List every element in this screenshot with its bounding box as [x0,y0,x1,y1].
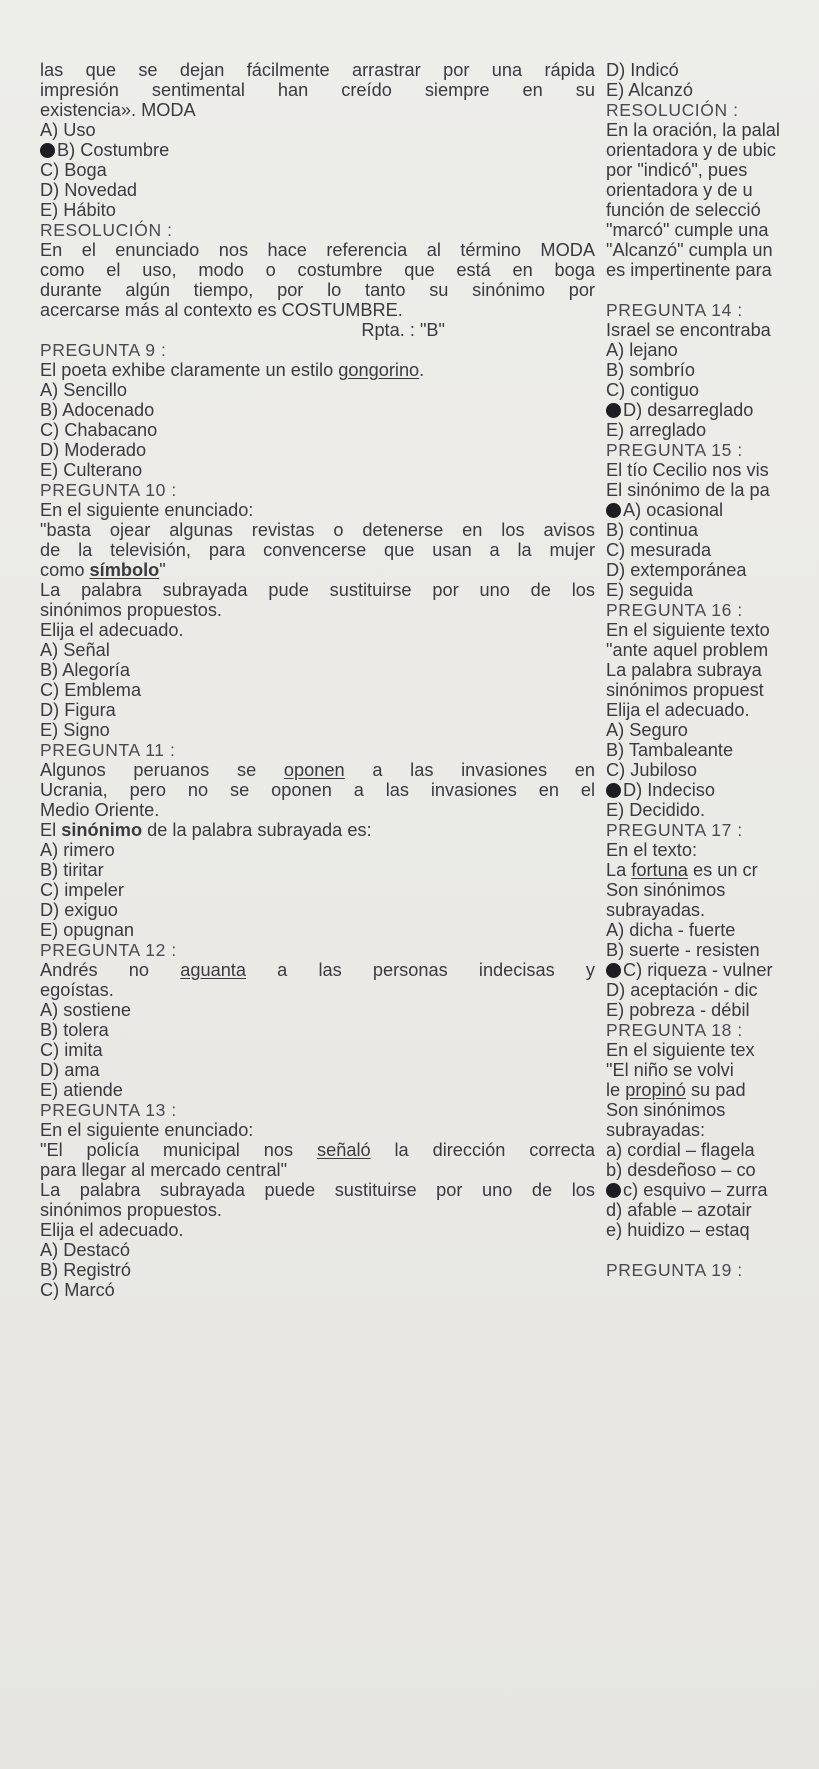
line-text: sinónimos propuestos. [40,600,222,620]
line-text: A) lejano [606,340,678,360]
line-text: E) Decidido. [606,800,706,820]
text-line [40,800,595,820]
line-text: PREGUNTA 9 : [40,340,167,360]
line-text: "basta ojear algunas revistas o detenerse en los avisos [40,520,595,540]
line-text: por "indicó", pues [606,160,748,180]
line-text: D) exiguo [40,900,118,920]
answer-option [606,1160,819,1180]
line-text: B) tiritar [40,860,104,880]
text-line [40,100,595,120]
page-bottom-margin [0,1605,819,1769]
answer-option [40,660,595,680]
line-text: PREGUNTA 10 : [40,480,177,500]
answer-rpta [40,320,595,340]
text-line [606,860,819,880]
line-text: C) Marcó [40,1280,115,1300]
answer-option [606,420,819,440]
line-text: A) dicha - fuerte [606,920,736,940]
answer-option [40,1240,595,1260]
text-line [40,60,595,80]
text-line [40,1160,595,1180]
text-line [40,560,595,580]
line-text: C) mesurada [606,540,712,560]
line-text: En el siguiente tex [606,1040,755,1060]
text-segment: de la palabra subrayada es: [142,820,372,840]
text-line [40,1140,595,1160]
text-line [40,80,595,100]
text-line [606,640,819,660]
line-text: B) sombrío [606,360,695,380]
line-text: El sinónimo de la pa [606,480,770,500]
answer-option [40,120,595,140]
line-text: A) Seguro [606,720,688,740]
text-line [606,220,819,240]
question-heading [40,340,595,360]
line-text: e) huidizo – estaq [606,1220,750,1240]
question-heading [40,740,595,760]
text-line [606,1120,819,1140]
question-heading [606,600,819,620]
question-heading [40,480,595,500]
line-text: D) Indeciso [623,780,715,800]
text-line [40,960,595,980]
line-text: A) sostiene [40,1000,131,1020]
line-text: Medio Oriente. [40,800,160,820]
line-text: Elija el adecuado. [606,700,750,720]
line-text: PREGUNTA 15 : [606,440,743,460]
line-text: En el siguiente texto [606,620,770,640]
line-text: "marcó" cumple una [606,220,769,240]
text-line [40,1180,595,1200]
text-line [40,360,595,380]
text-line [606,880,819,900]
underlined-word: sinónimo [61,820,143,840]
text-segment: . [419,360,425,380]
answer-mark-icon [606,403,621,418]
answer-option [40,420,595,440]
answer-option [606,980,819,1000]
line-text: C) contiguo [606,380,700,400]
line-text: b) desdeñoso – co [606,1160,756,1180]
line-text: E) Alcanzó [606,80,693,100]
line-text: PREGUNTA 16 : [606,600,743,620]
line-text: C) imita [40,1040,103,1060]
line-text: B) Adocenado [40,400,155,420]
line-text: C) Emblema [40,680,142,700]
answer-option [40,680,595,700]
line-text: PREGUNTA 14 : [606,300,743,320]
line-text: Israel se encontraba [606,320,771,340]
line-text: D) Novedad [40,180,138,200]
text-segment: "El policía municipal nos [40,1140,317,1160]
line-text: E) Signo [40,720,110,740]
line-text: RESOLUCIÓN : [606,100,739,120]
line-text: B) continua [606,520,699,540]
line-text: "El niño se volvi [606,1060,734,1080]
line-text: A) ocasional [623,500,724,520]
text-line [40,600,595,620]
text-segment: su pad [685,1080,746,1100]
answer-option [606,1180,819,1200]
answer-option [40,160,595,180]
line-text: E) seguida [606,580,693,600]
text-segment: El poeta exhibe claramente un estilo [40,360,339,380]
answer-mark-icon [606,1183,621,1198]
text-line [606,1100,819,1120]
line-text: D) ama [40,1060,100,1080]
line-text: D) Moderado [40,440,147,460]
text-segment: La [606,860,632,880]
text-line [606,140,819,160]
answer-option [40,460,595,480]
line-text: para llegar al mercado central" [40,1160,288,1180]
answer-option [40,920,595,940]
line-text: C) Jubiloso [606,760,697,780]
answer-option [40,1080,595,1100]
line-text: PREGUNTA 13 : [40,1100,177,1120]
answer-option [40,440,595,460]
line-text: sinónimos propuestos. [40,1200,222,1220]
line-text: A) Destacó [40,1240,130,1260]
text-line [606,1040,819,1060]
line-text: B) Costumbre [57,140,170,160]
line-text: A) Señal [40,640,110,660]
text-segment: " [159,560,166,580]
answer-option [40,180,595,200]
text-line [606,620,819,640]
text-line [606,1060,819,1080]
answer-option [606,940,819,960]
text-line [606,840,819,860]
line-text: A) Sencillo [40,380,127,400]
line-text: orientadora y de ubic [606,140,776,160]
answer-option [40,880,595,900]
answer-option [606,1200,819,1220]
text-line [606,180,819,200]
text-line [40,300,595,320]
line-text: D) desarreglado [623,400,754,420]
text-line [40,280,595,300]
line-text: las que se dejan fácilmente arrastrar por una rápida [40,60,595,80]
answer-option [606,800,819,820]
line-text: existencia». MODA [40,100,196,120]
line-text: "ante aquel problem [606,640,769,660]
line-text: subrayadas: [606,1120,706,1140]
line-text: d) afable – azotair [606,1200,752,1220]
line-text: B) Alegoría [40,660,130,680]
text-line [40,980,595,1000]
answer-option [40,840,595,860]
text-segment: es un cr [687,860,758,880]
answer-option [606,580,819,600]
text-line [40,1120,595,1140]
line-text: En el siguiente enunciado: [40,1120,254,1140]
line-text: durante algún tiempo, por lo tanto su sinónimo por [40,280,595,300]
line-text: D) extemporánea [606,560,747,580]
text-segment: la dirección correcta [370,1140,595,1160]
text-line [606,160,819,180]
answer-option [40,640,595,660]
text-line [606,320,819,340]
answer-mark-icon [606,783,621,798]
line-text: D) aceptación - dic [606,980,758,1000]
question-heading [40,220,595,240]
text-line [40,820,595,840]
text-line [606,240,819,260]
answer-option [606,1220,819,1240]
line-text: E) Culterano [40,460,143,480]
answer-option [40,1260,595,1280]
answer-option [40,720,595,740]
question-heading [40,1100,595,1120]
answer-option [606,740,819,760]
text-segment: a las invasiones en [344,760,595,780]
line-text: como el uso, modo o costumbre que está en boga [40,260,595,280]
line-text: D) Indicó [606,60,679,80]
line-text: C) riqueza - vulner [623,960,773,980]
answer-option [606,920,819,940]
line-text: impresión sentimental han creído siempre en su [40,80,595,100]
answer-option [606,500,819,520]
question-heading [606,820,819,840]
line-text: orientadora y de u [606,180,753,200]
line-text: A) Uso [40,120,96,140]
line-text: acercarse más al contexto es COSTUMBRE. [40,300,403,320]
line-text: c) esquivo – zurra [623,1180,768,1200]
line-text: B) Tambaleante [606,740,734,760]
text-line [606,480,819,500]
text-line [606,1080,819,1100]
line-text: A) rimero [40,840,115,860]
answer-option [40,1020,595,1040]
line-text: Ucrania, pero no se oponen a las invasiones en el [40,780,595,800]
line-text: Son sinónimos [606,1100,726,1120]
text-segment: Algunos peruanos se [40,760,284,780]
underlined-word: propinó [625,1080,686,1100]
line-text: a) cordial – flagela [606,1140,755,1160]
line-text: PREGUNTA 17 : [606,820,743,840]
line-text: Elija el adecuado. [40,620,184,640]
answer-option [40,200,595,220]
text-segment: como [40,560,90,580]
line-text: Elija el adecuado. [40,1220,184,1240]
answer-mark-icon [40,143,55,158]
answer-option [606,720,819,740]
line-text: B) Registró [40,1260,131,1280]
line-text: sinónimos propuest [606,680,764,700]
line-text: C) Chabacano [40,420,158,440]
right-column [606,60,819,1280]
line-text: E) atiende [40,1080,123,1100]
answer-option [606,760,819,780]
answer-option [606,340,819,360]
answer-option [606,780,819,800]
line-text: de la televisión, para convencerse que usan a la mujer [40,540,595,560]
text-line [40,520,595,540]
answer-option [40,1060,595,1080]
underlined-word: símbolo [89,560,160,580]
answer-mark-icon [606,963,621,978]
answer-option [40,700,595,720]
line-text: Rpta. : "B" [361,320,445,340]
text-line [606,900,819,920]
line-text: E) opugnan [40,920,135,940]
answer-option [606,60,819,80]
answer-option [40,140,595,160]
answer-option [606,80,819,100]
text-segment: a las personas indecisas y [245,960,595,980]
text-line [40,1220,595,1240]
text-line [606,460,819,480]
text-line [40,1200,595,1220]
answer-option [606,380,819,400]
line-text: En el enunciado nos hace referencia al término MODA [40,240,595,260]
question-heading [606,100,819,120]
line-text: egoístas. [40,980,114,1000]
text-line [606,200,819,220]
text-line [606,280,819,300]
answer-option [40,400,595,420]
line-text: B) suerte - resisten [606,940,760,960]
text-line [40,620,595,640]
underlined-word: oponen [283,760,345,780]
answer-option [606,540,819,560]
underlined-word: fortuna [631,860,688,880]
text-segment: le [606,1080,626,1100]
left-column [40,60,595,1300]
line-text: D) Figura [40,700,116,720]
text-line [40,240,595,260]
answer-option [606,520,819,540]
answer-option [606,560,819,580]
answer-mark-icon [606,503,621,518]
underlined-word: aguanta [180,960,246,980]
line-text: E) Hábito [40,200,116,220]
line-text: PREGUNTA 18 : [606,1020,743,1040]
answer-option [606,1000,819,1020]
line-text: En el siguiente enunciado: [40,500,254,520]
line-text: E) arreglado [606,420,707,440]
text-segment: El [40,820,62,840]
line-text: En la oración, la palal [606,120,780,140]
line-text: El tío Cecilio nos vis [606,460,769,480]
text-line [40,540,595,560]
line-text: PREGUNTA 19 : [606,1260,743,1280]
line-text: E) pobreza - débil [606,1000,750,1020]
line-text: En el texto: [606,840,697,860]
line-text: B) tolera [40,1020,109,1040]
text-line [40,580,595,600]
underlined-word: gongorino [338,360,420,380]
answer-option [40,900,595,920]
text-line [606,680,819,700]
text-line [606,1240,819,1260]
question-heading [40,940,595,960]
answer-option [40,380,595,400]
answer-option [40,1000,595,1020]
text-line [606,700,819,720]
line-text: La palabra subrayada pude sustituirse por uno de los [40,580,595,600]
answer-option [40,860,595,880]
answer-option [40,1280,595,1300]
answer-option [606,400,819,420]
line-text: C) Boga [40,160,107,180]
line-text: La palabra subrayada puede sustituirse por uno de los [40,1180,595,1200]
text-line [606,120,819,140]
line-text: PREGUNTA 11 : [40,740,176,760]
question-heading [606,1260,819,1280]
line-text: función de selecció [606,200,761,220]
question-heading [606,1020,819,1040]
line-text: Son sinónimos [606,880,726,900]
text-line [40,760,595,780]
answer-option [606,1140,819,1160]
line-text: La palabra subraya [606,660,762,680]
text-line [40,500,595,520]
underlined-word: señaló [317,1140,371,1160]
answer-option [606,960,819,980]
text-line [40,260,595,280]
line-text: es impertinente para [606,260,772,280]
line-text: RESOLUCIÓN : [40,220,173,240]
text-line [40,780,595,800]
line-text: C) impeler [40,880,124,900]
line-text: PREGUNTA 12 : [40,940,177,960]
line-text: "Alcanzó" cumpla un [606,240,773,260]
text-line [606,260,819,280]
question-heading [606,440,819,460]
question-heading [606,300,819,320]
line-text: subrayadas. [606,900,706,920]
text-segment: Andrés no [40,960,181,980]
answer-option [40,1040,595,1060]
answer-option [606,360,819,380]
text-line [606,660,819,680]
